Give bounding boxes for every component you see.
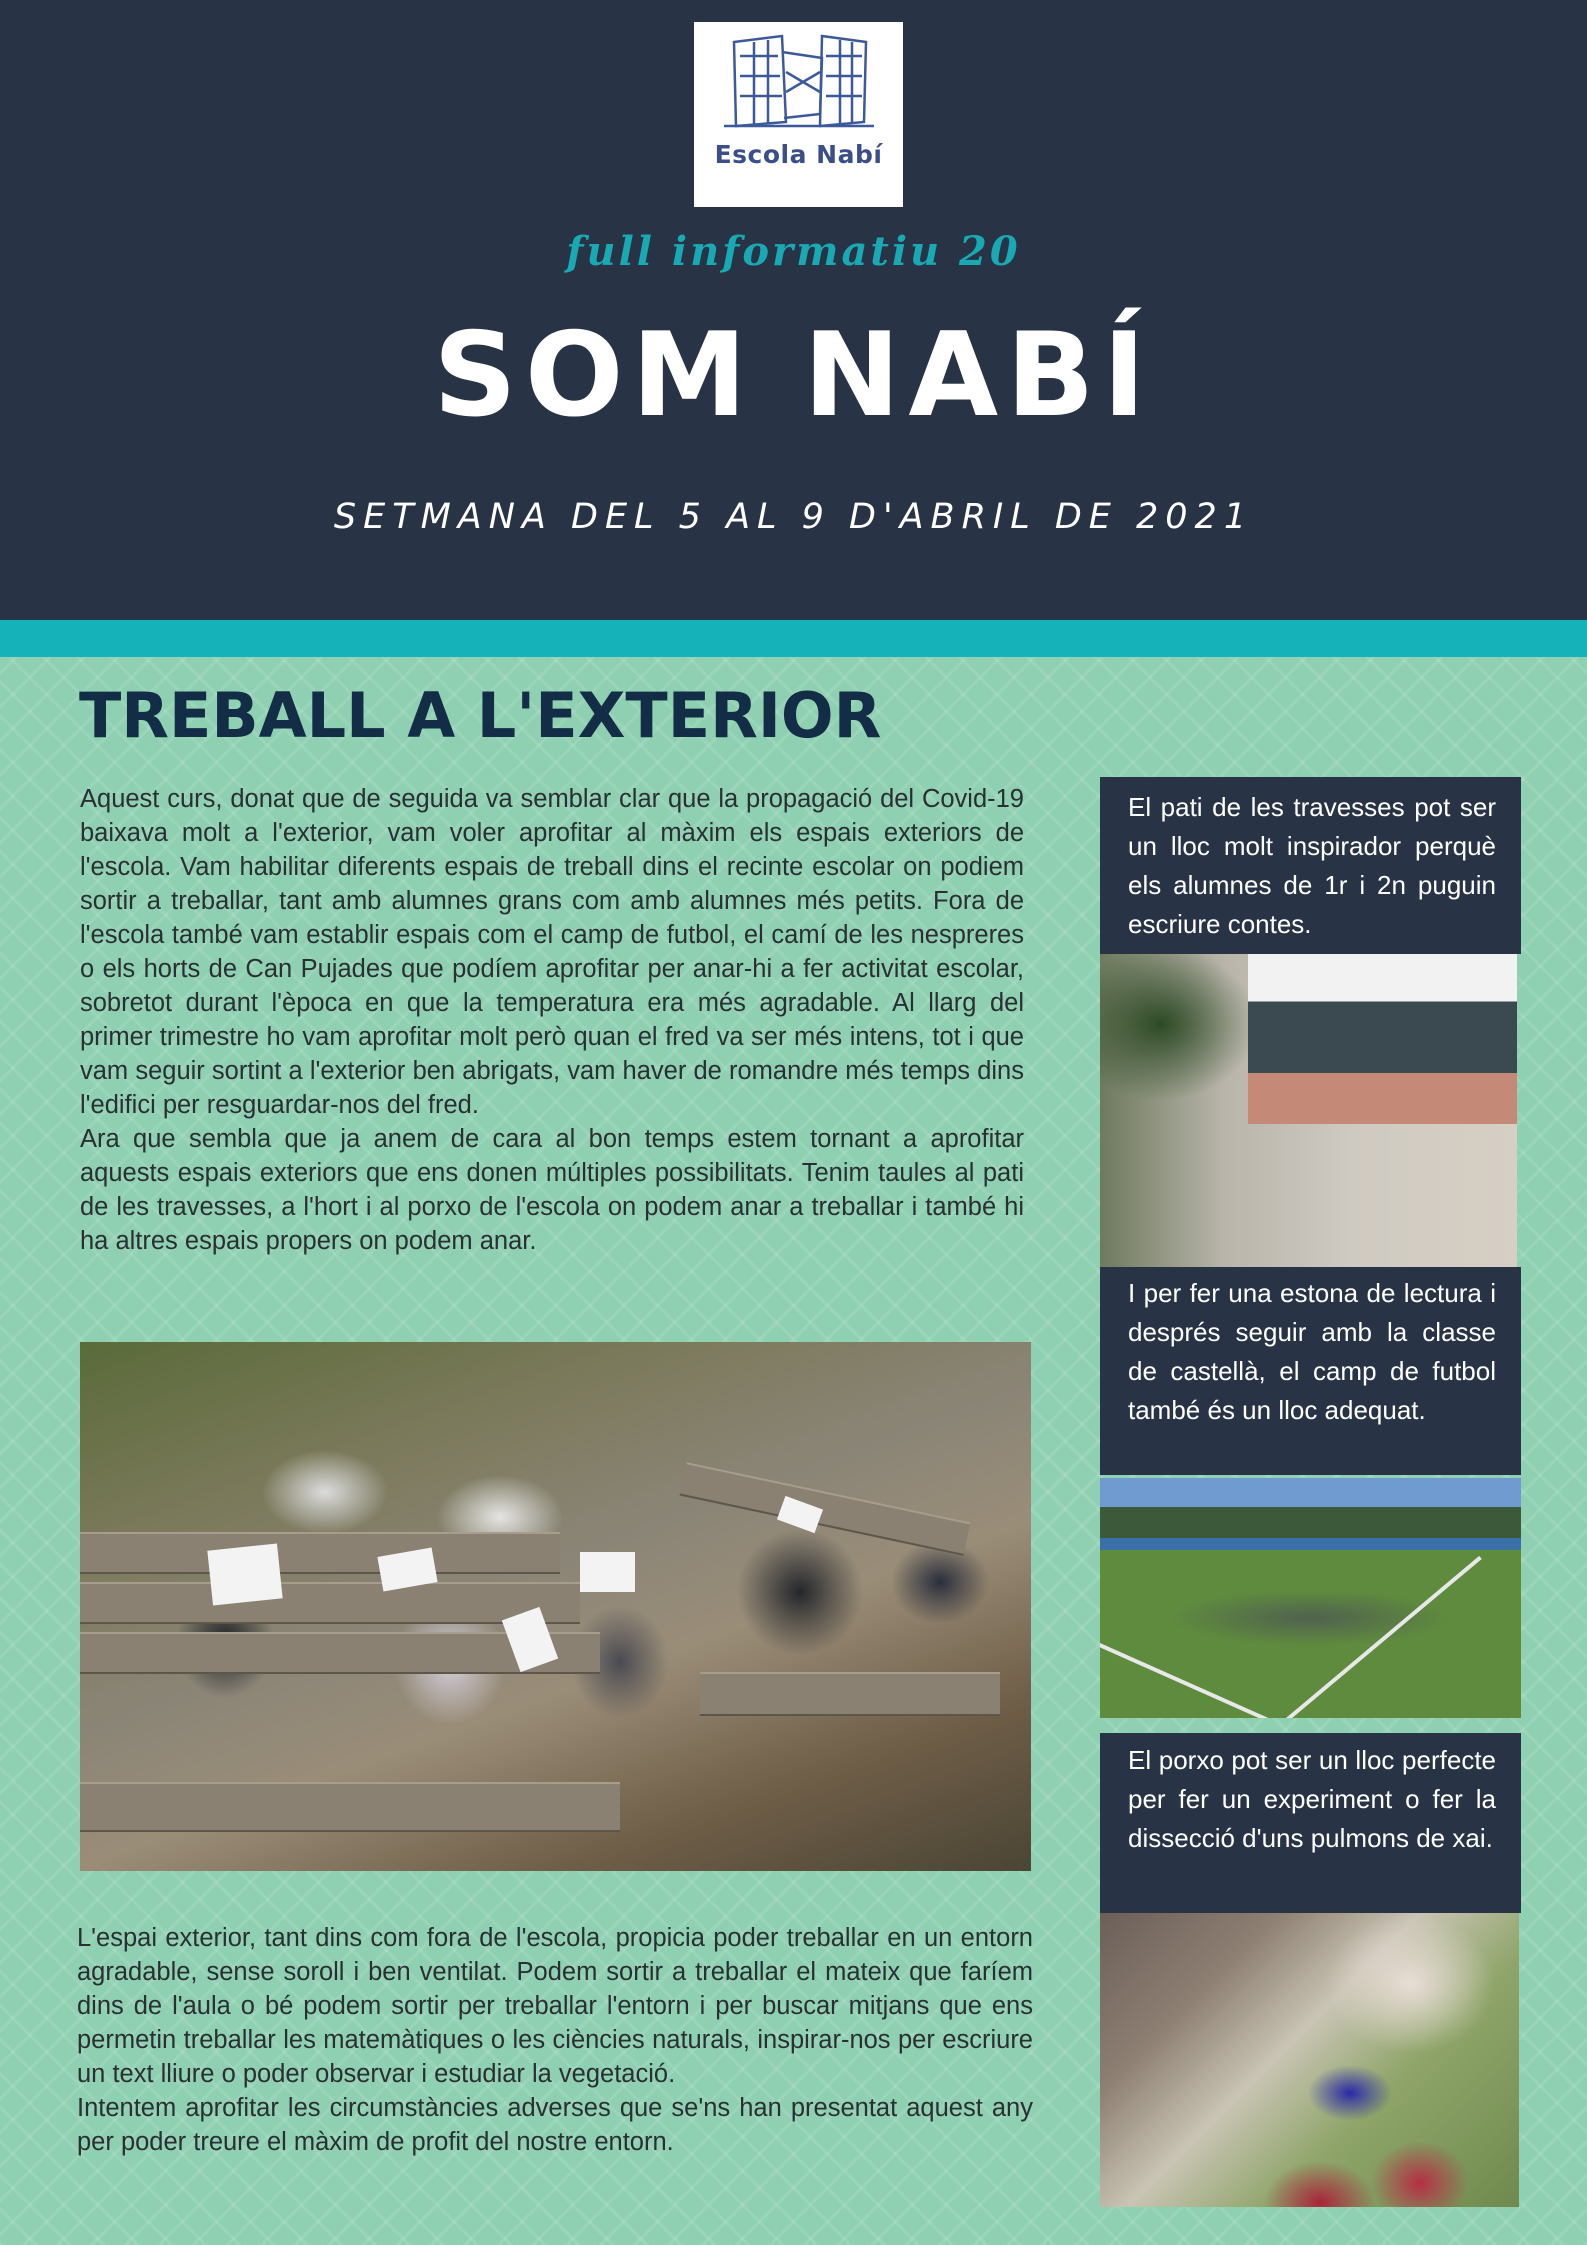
- field-line: [1280, 1556, 1482, 1718]
- section-title: TREBALL A L'EXTERIOR: [79, 679, 882, 752]
- building-sketch-icon: [694, 22, 903, 207]
- paper-sheet: [207, 1543, 282, 1605]
- week-dates: SETMANA DEL 5 AL 9 D'ABRIL DE 2021: [333, 497, 1254, 537]
- intro-text: [80, 782, 1024, 1258]
- bench-plank: [80, 1782, 620, 1832]
- bench-plank: [700, 1672, 1000, 1716]
- photo-football-field: [1100, 1478, 1521, 1718]
- photo-children-picnic-tables: [80, 1342, 1031, 1871]
- bulletin-subtitle: full informatiu 20: [566, 228, 1021, 275]
- header-banner: [0, 0, 1587, 620]
- photo-lung-dissection: [1100, 1913, 1519, 2207]
- table-plank: [80, 1532, 560, 1574]
- sidebar-caption: I per fer una estona de lectura i després seguir amb la classe de castellà, el camp de futbol també és un lloc adequat.: [1128, 1278, 1496, 1425]
- page-title: SOM NABÍ: [433, 308, 1154, 443]
- closing-paragraph: Intentem aprofitar les circumstàncies adverses que se'ns han presentat aquest any per poder treure el màxim de profit del nostre entorn.: [77, 2094, 1033, 2156]
- accent-divider: [0, 620, 1587, 657]
- intro-paragraph: Aquest curs, donat que de seguida va semblar clar que la propagació del Covid-19 baixava molt a l'exterior, vam voler aprofitar al màxim els espais exteriors de l'escola. Vam habilitar diferents espais de treball dins el recinte escolar on podiem sortir a treballar, tant amb alumnes grans com amb alumnes més petits. Fora de l'escola també vam establir espais com el camp de futbol, el camí de les nespreres o els horts de Can Pujades que podíem aprofitar per anar-hi a fer activitat escolar, sobretot durant l'època en que la temperatura era més agradable. Al llarg del primer trimestre ho vam aprofitar molt però quan el fred va ser més intens, tot i que vam seguir sortint a l'exterior ben abrigats, vam haver de romandre més temps dins l'edifici per resguardar-nos del fred.: [80, 785, 1024, 1119]
- table-plank: [80, 1582, 580, 1624]
- paper-sheet: [580, 1552, 635, 1592]
- sidebar-caption: El pati de les travesses pot ser un lloc molt inspirador perquè els alumnes de 1r i 2n puguin escriure contes.: [1128, 792, 1496, 939]
- school-building: [1248, 954, 1517, 1124]
- closing-paragraph: L'espai exterior, tant dins com fora de l'escola, propicia poder treballar en un entorn agradable, sense soroll i ben ventilat. Podem sortir a treballar el mateix que faríem dins de l'aula o bé podem sortir per treballar l'entorn i per buscar mitjans que ens permetin treballar les matemàtiques o les ciències naturals, inspirar-nos per escriure un text lliure o poder observar i estudiar la vegetació.: [77, 1924, 1033, 2088]
- intro-paragraph: Ara que sembla que ja anem de cara al bon temps estem tornant a aprofitar aquests espais exteriors que ens donen múltiples possibilitats. Tenim taules al pati de les travesses, a l'hort i al porxo de l'escola on podem anar a treballar i també hi ha altres espais propers on podem anar.: [80, 1125, 1024, 1255]
- logo-text: Escola Nabí: [714, 140, 883, 169]
- photo-courtyard-tables: [1100, 954, 1517, 1267]
- sidebar-caption: El porxo pot ser un lloc perfecte per fer un experiment o fer la dissecció d'uns pulmons de xai.: [1128, 1745, 1496, 1853]
- school-logo: [694, 22, 903, 207]
- field-line: [1100, 1643, 1283, 1718]
- table-plank: [680, 1462, 971, 1556]
- closing-text: [77, 1921, 1033, 2159]
